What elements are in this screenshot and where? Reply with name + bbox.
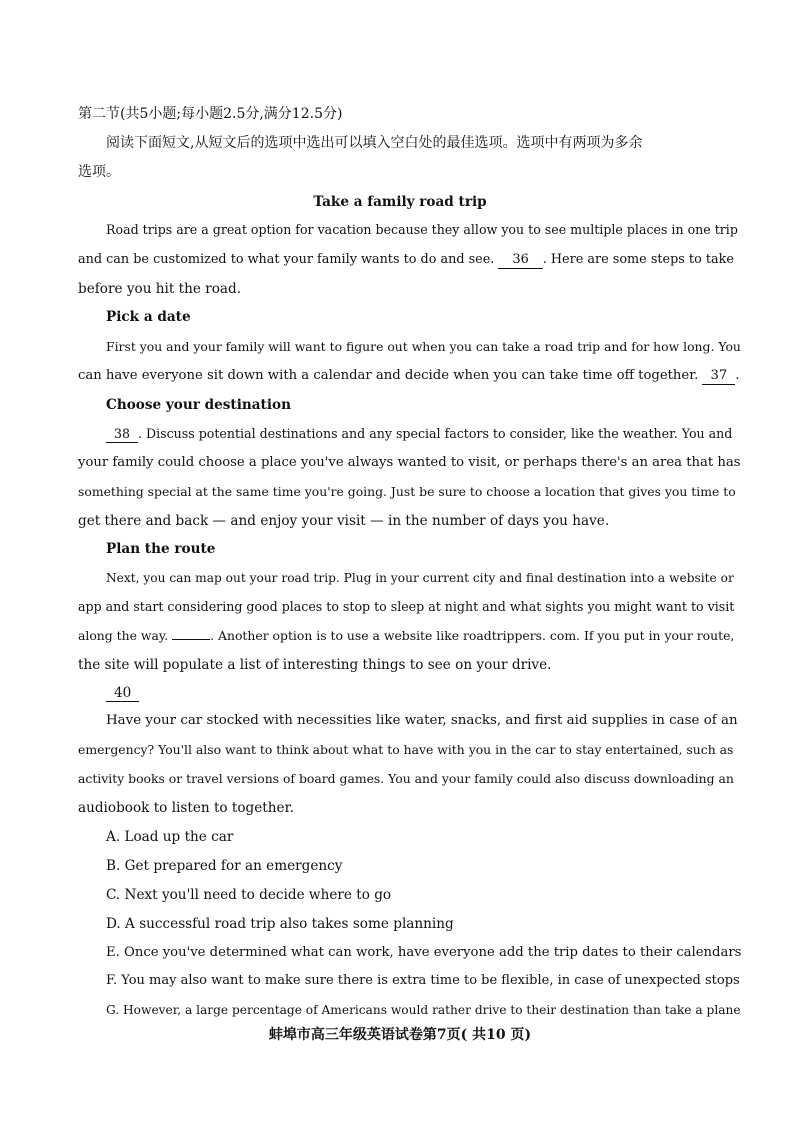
intro-line-3: before you hit the road.: [78, 281, 242, 297]
p3-line-1: Next, you can map out your road trip. Plug in your current city and final destination into a website or: [106, 571, 734, 585]
p3-line-2: app and start considering good places to stop to sleep at night and what sights you might want to visit: [78, 599, 735, 614]
heading-plan-route: Plan the route: [106, 541, 216, 557]
blank-36: 36: [498, 252, 542, 269]
option-g: G. However, a large percentage of Americans would rather drive to their destination than take a plane: [106, 1003, 741, 1017]
p3-line-3-text: along the way.: [78, 628, 169, 643]
option-e: E. Once you've determined what can work, have everyone add the trip dates to their calendars: [106, 945, 742, 960]
passage-title: Take a family road trip: [313, 194, 487, 210]
instruction-line-2: 选项。: [78, 164, 120, 180]
p1-line-2-tail: .: [735, 368, 740, 383]
intro-line-2-text: and can be customized to what your family wants to do and see.: [78, 252, 495, 267]
option-a: A. Load up the car: [106, 829, 234, 845]
blank-38: 38: [106, 426, 138, 443]
p4-line-3: activity books or travel versions of board games. You and your family could also discuss downloading an: [78, 771, 734, 786]
p1-line-2-text: can have everyone sit down with a calendar and decide when you can take time off together.: [78, 368, 699, 383]
p3-line-3: [78, 626, 740, 646]
p4-line-4: audiobook to listen to together.: [78, 800, 294, 816]
blank-39: [172, 639, 210, 640]
section-header: 第二节(共5小题;每小题2.5分,满分12.5分): [78, 106, 343, 122]
p3-line-4: the site will populate a list of interesting things to see on your drive.: [78, 657, 552, 673]
p3-line-3-tail: . Another option is to use a website like roadtrippers. com. If you put in your route,: [210, 628, 735, 643]
p2-line-3: something special at the same time you're going. Just be sure to choose a location that gives you time to: [78, 484, 736, 499]
blank-40: 40: [106, 685, 139, 702]
heading-choose-destination: Choose your destination: [106, 397, 291, 413]
p4-heading-line: [106, 683, 740, 703]
option-f: F. You may also want to make sure there is extra time to be flexible, in case of unexpected stops: [106, 973, 740, 988]
blank-37: 37: [702, 368, 735, 385]
instruction-line-1: 阅读下面短文,从短文后的选项中选出可以填入空白处的最佳选项。选项中有两项为多余: [106, 135, 643, 151]
p4-line-2: emergency? You'll also want to think about what to have with you in the car to stay entertained, such as: [78, 742, 734, 757]
p2-line-1-text: . Discuss potential destinations and any special factors to consider, like the weather. You and: [138, 426, 733, 441]
intro-line-1: Road trips are a great option for vacation because they allow you to see multiple places in one trip: [106, 222, 738, 237]
p1-line-1: First you and your family will want to figure out when you can take a road trip and for how long. You: [106, 339, 741, 354]
intro-line-2-tail: . Here are some steps to take: [542, 252, 734, 267]
p4-line-1: Have your car stocked with necessities like water, snacks, and first aid supplies in case of an: [106, 713, 738, 728]
p1-line-2: [78, 366, 740, 386]
page-footer: 蚌埠市高三年级英语试卷第7页( 共10 页): [268, 1027, 532, 1043]
p2-line-1: [106, 424, 740, 444]
intro-line-2: [78, 250, 740, 270]
option-c: C. Next you'll need to decide where to go: [106, 887, 392, 903]
option-b: B. Get prepared for an emergency: [106, 858, 343, 874]
p2-line-4: get there and back — and enjoy your visit — in the number of days you have.: [78, 513, 610, 529]
p2-line-2: your family could choose a place you've always wanted to visit, or perhaps there's an area that has: [78, 455, 741, 470]
heading-pick-a-date: Pick a date: [106, 309, 191, 325]
option-d: D. A successful road trip also takes some planning: [106, 916, 454, 932]
